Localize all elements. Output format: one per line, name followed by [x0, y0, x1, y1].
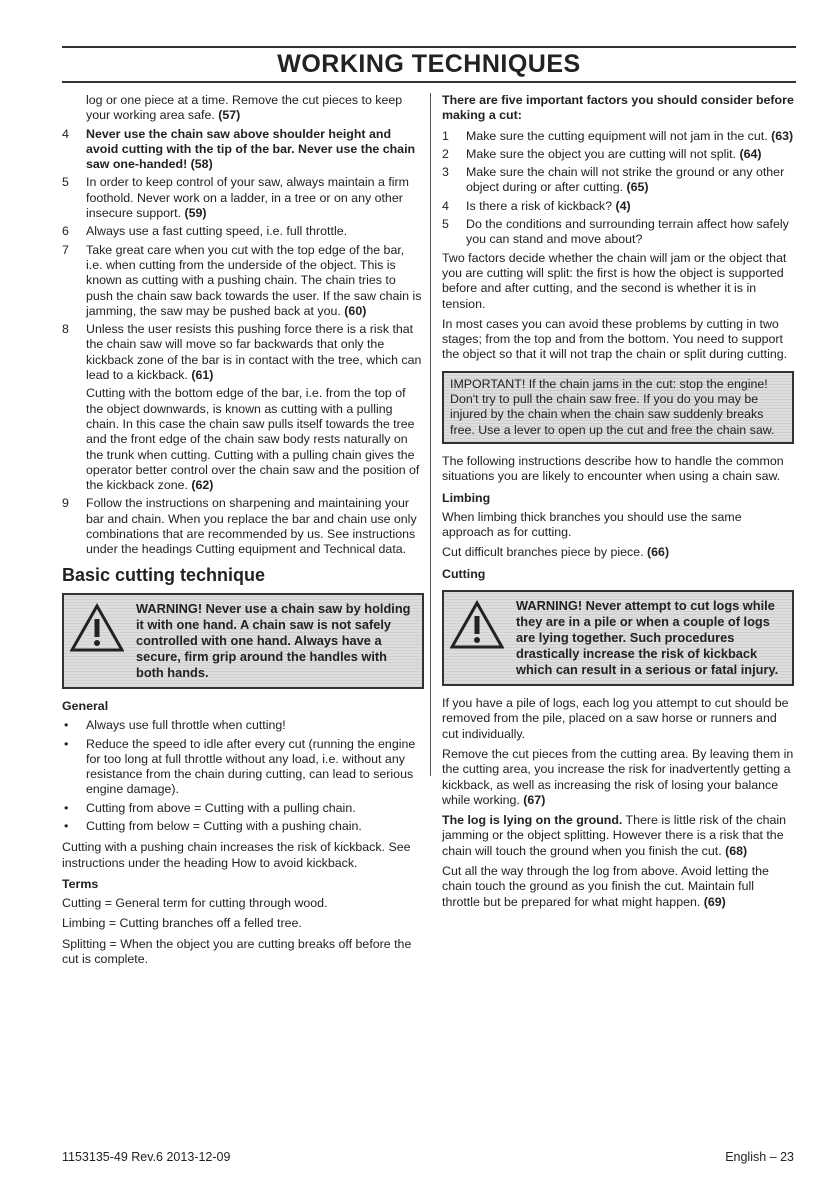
list-item: 9 Follow the instructions on sharpening and maintaining your bar and chain. When you replace the bar and chain use only combinations that are recommended by us. See instructions under the headings Cutting equipment and Technical data.: [62, 496, 417, 557]
right-column: [442, 93, 794, 915]
term-item: Cutting = General term for cutting through wood.: [62, 896, 328, 911]
list-item: 6 Always use a fast cutting speed, i.e. full throttle.: [62, 224, 348, 239]
subheading-terms: Terms: [62, 876, 99, 891]
warning-text: WARNING! Never attempt to cut logs while they are in a pile or when a couple of logs are lying together. Such procedures drastically increase the risk of kickback which can result in a serious or fatal injury.: [516, 598, 779, 678]
list-item: 4 Is there a risk of kickback? (4): [442, 198, 631, 213]
factors-lead: There are five important factors you should consider before making a cut:: [442, 93, 794, 123]
subheading-general: General: [62, 698, 109, 713]
paragraph: If you have a pile of logs, each log you attempt to cut should be removed from the pile, placed on a saw horse or runners and cut individually.: [442, 696, 789, 741]
page-number: English – 23: [725, 1150, 794, 1164]
warning-icon: [450, 600, 504, 650]
column-divider: [430, 93, 431, 776]
term-item: Limbing = Cutting branches off a felled tree.: [62, 916, 302, 931]
paragraph: The log is lying on the ground. There is little risk of the chain jamming or the object splitting. However there is a risk that the chain will touch the ground when you finish the cut. (68): [442, 813, 787, 858]
subheading-limbing: Limbing: [442, 490, 491, 505]
item8-extra: Cutting with the bottom edge of the bar, i.e. from the top of the object downwards, is known as cutting with a pulling chain. In this case the chain saw pulls itself towards the tree and the front edge of the chain saw body rests naturally on the trunk when cutting. Cutting with a pulling chain gives the operator better control over the chain saw and the position of the kickback zone. (62): [86, 386, 420, 493]
list-item: • Reduce the speed to idle after every cut (running the engine for too long at full throttle without any load, i.e. without any resistance from the chain during cutting, can lead to serious engine damage).: [64, 736, 416, 797]
list-item: 5 Do the conditions and surrounding terrain affect how safely you can stand and move about?: [442, 217, 789, 247]
general-list: [62, 718, 424, 834]
list-item: 3 Make sure the chain will not strike the ground or any other object during or after cutting. (65): [442, 165, 785, 195]
list-item: 8 Unless the user resists this pushing force there is a risk that the chain saw will move so far backwards that only the kickback zone of the bar is in contact with the tree, which can lead to a kickback. (61): [62, 322, 422, 383]
term-item: Splitting = When the object you are cutting breaks off before the cut is complete.: [62, 936, 412, 967]
paragraph: Two factors decide whether the chain will jam or the object that you are cutting will split: the first is how the object is supported before and after cutting, and the second is whether it is in tension.: [442, 250, 787, 311]
warning-text: WARNING! Never use a chain saw by holding it with one hand. A chain saw is not safely controlled with one hand. Always have a secure, firm grip around the handles with both hands.: [136, 600, 411, 680]
paragraph: The following instructions describe how to handle the common situations you are likely to encounter when using a chain saw.: [442, 453, 784, 484]
list-item: • Cutting from below = Cutting with a pushing chain.: [64, 818, 362, 833]
left-column: [62, 93, 424, 972]
list-item: • Always use full throttle when cutting!: [64, 718, 286, 733]
list-item: • Cutting from above = Cutting with a pulling chain.: [64, 800, 356, 815]
continued-text: log or one piece at a time. Remove the cut pieces to keep your working area safe. (57): [86, 93, 403, 123]
list-item: 1 Make sure the cutting equipment will not jam in the cut. (63): [442, 128, 794, 143]
paragraph: Remove the cut pieces from the cutting area. By leaving them in the cutting area, you increase the risk for inadvertently getting a kickback, as well as increasing the risk of losing your balance while working. (67): [442, 746, 794, 807]
warning-box: [442, 590, 794, 686]
subheading-cutting: Cutting: [442, 566, 486, 581]
page-title: WORKING TECHNIQUES: [277, 50, 581, 78]
paragraph: Cut difficult branches piece by piece. (66): [442, 545, 670, 560]
list-item: 2 Make sure the object you are cutting will not split. (64): [442, 146, 762, 161]
paragraph: In most cases you can avoid these problems by cutting in two stages; from the top and from the bottom. You need to support the object so that it will not trap the chain or split during cutting.: [442, 316, 788, 362]
paragraph: When limbing thick branches you should use the same approach as for cutting.: [442, 509, 742, 540]
header-rule-bottom: [62, 81, 796, 83]
warning-box: [62, 593, 424, 689]
section-title: Basic cutting technique: [62, 564, 266, 585]
important-box: IMPORTANT! If the chain jams in the cut: stop the engine! Don't try to pull the chain saw free. If you do you may be injured by the chain when the chain saw suddenly breaks free. Use a lever to open up the cut and free the chain saw.: [442, 371, 794, 444]
list-item: 5 In order to keep control of your saw, always maintain a firm foothold. Never work on a ladder, in a tree or on any other insecure support. (59): [62, 175, 409, 221]
general-paragraph: Cutting with a pushing chain increases the risk of kickback. See instructions under the heading How to avoid kickback.: [62, 840, 411, 870]
list-item: 7 Take great care when you cut with the top edge of the bar, i.e. when cutting from the underside of the object. This is known as cutting with a pushing chain. The chain tries to push the chain saw back towards the user. If the saw chain is jamming, the saw may be pushed back at you. (60): [62, 242, 422, 318]
paragraph: Cut all the way through the log from above. Avoid letting the chain touch the ground as you finish the cut. Maintain full throttle but be prepared for what might happen. (69): [442, 863, 769, 909]
list-item: 4 Never use the chain saw above shoulder height and avoid cutting with the tip of the bar. Never use the chain saw one-handed! (58): [62, 126, 416, 172]
warning-icon: [70, 603, 124, 653]
document-id: 1153135-49 Rev.6 2013-12-09: [62, 1150, 231, 1164]
